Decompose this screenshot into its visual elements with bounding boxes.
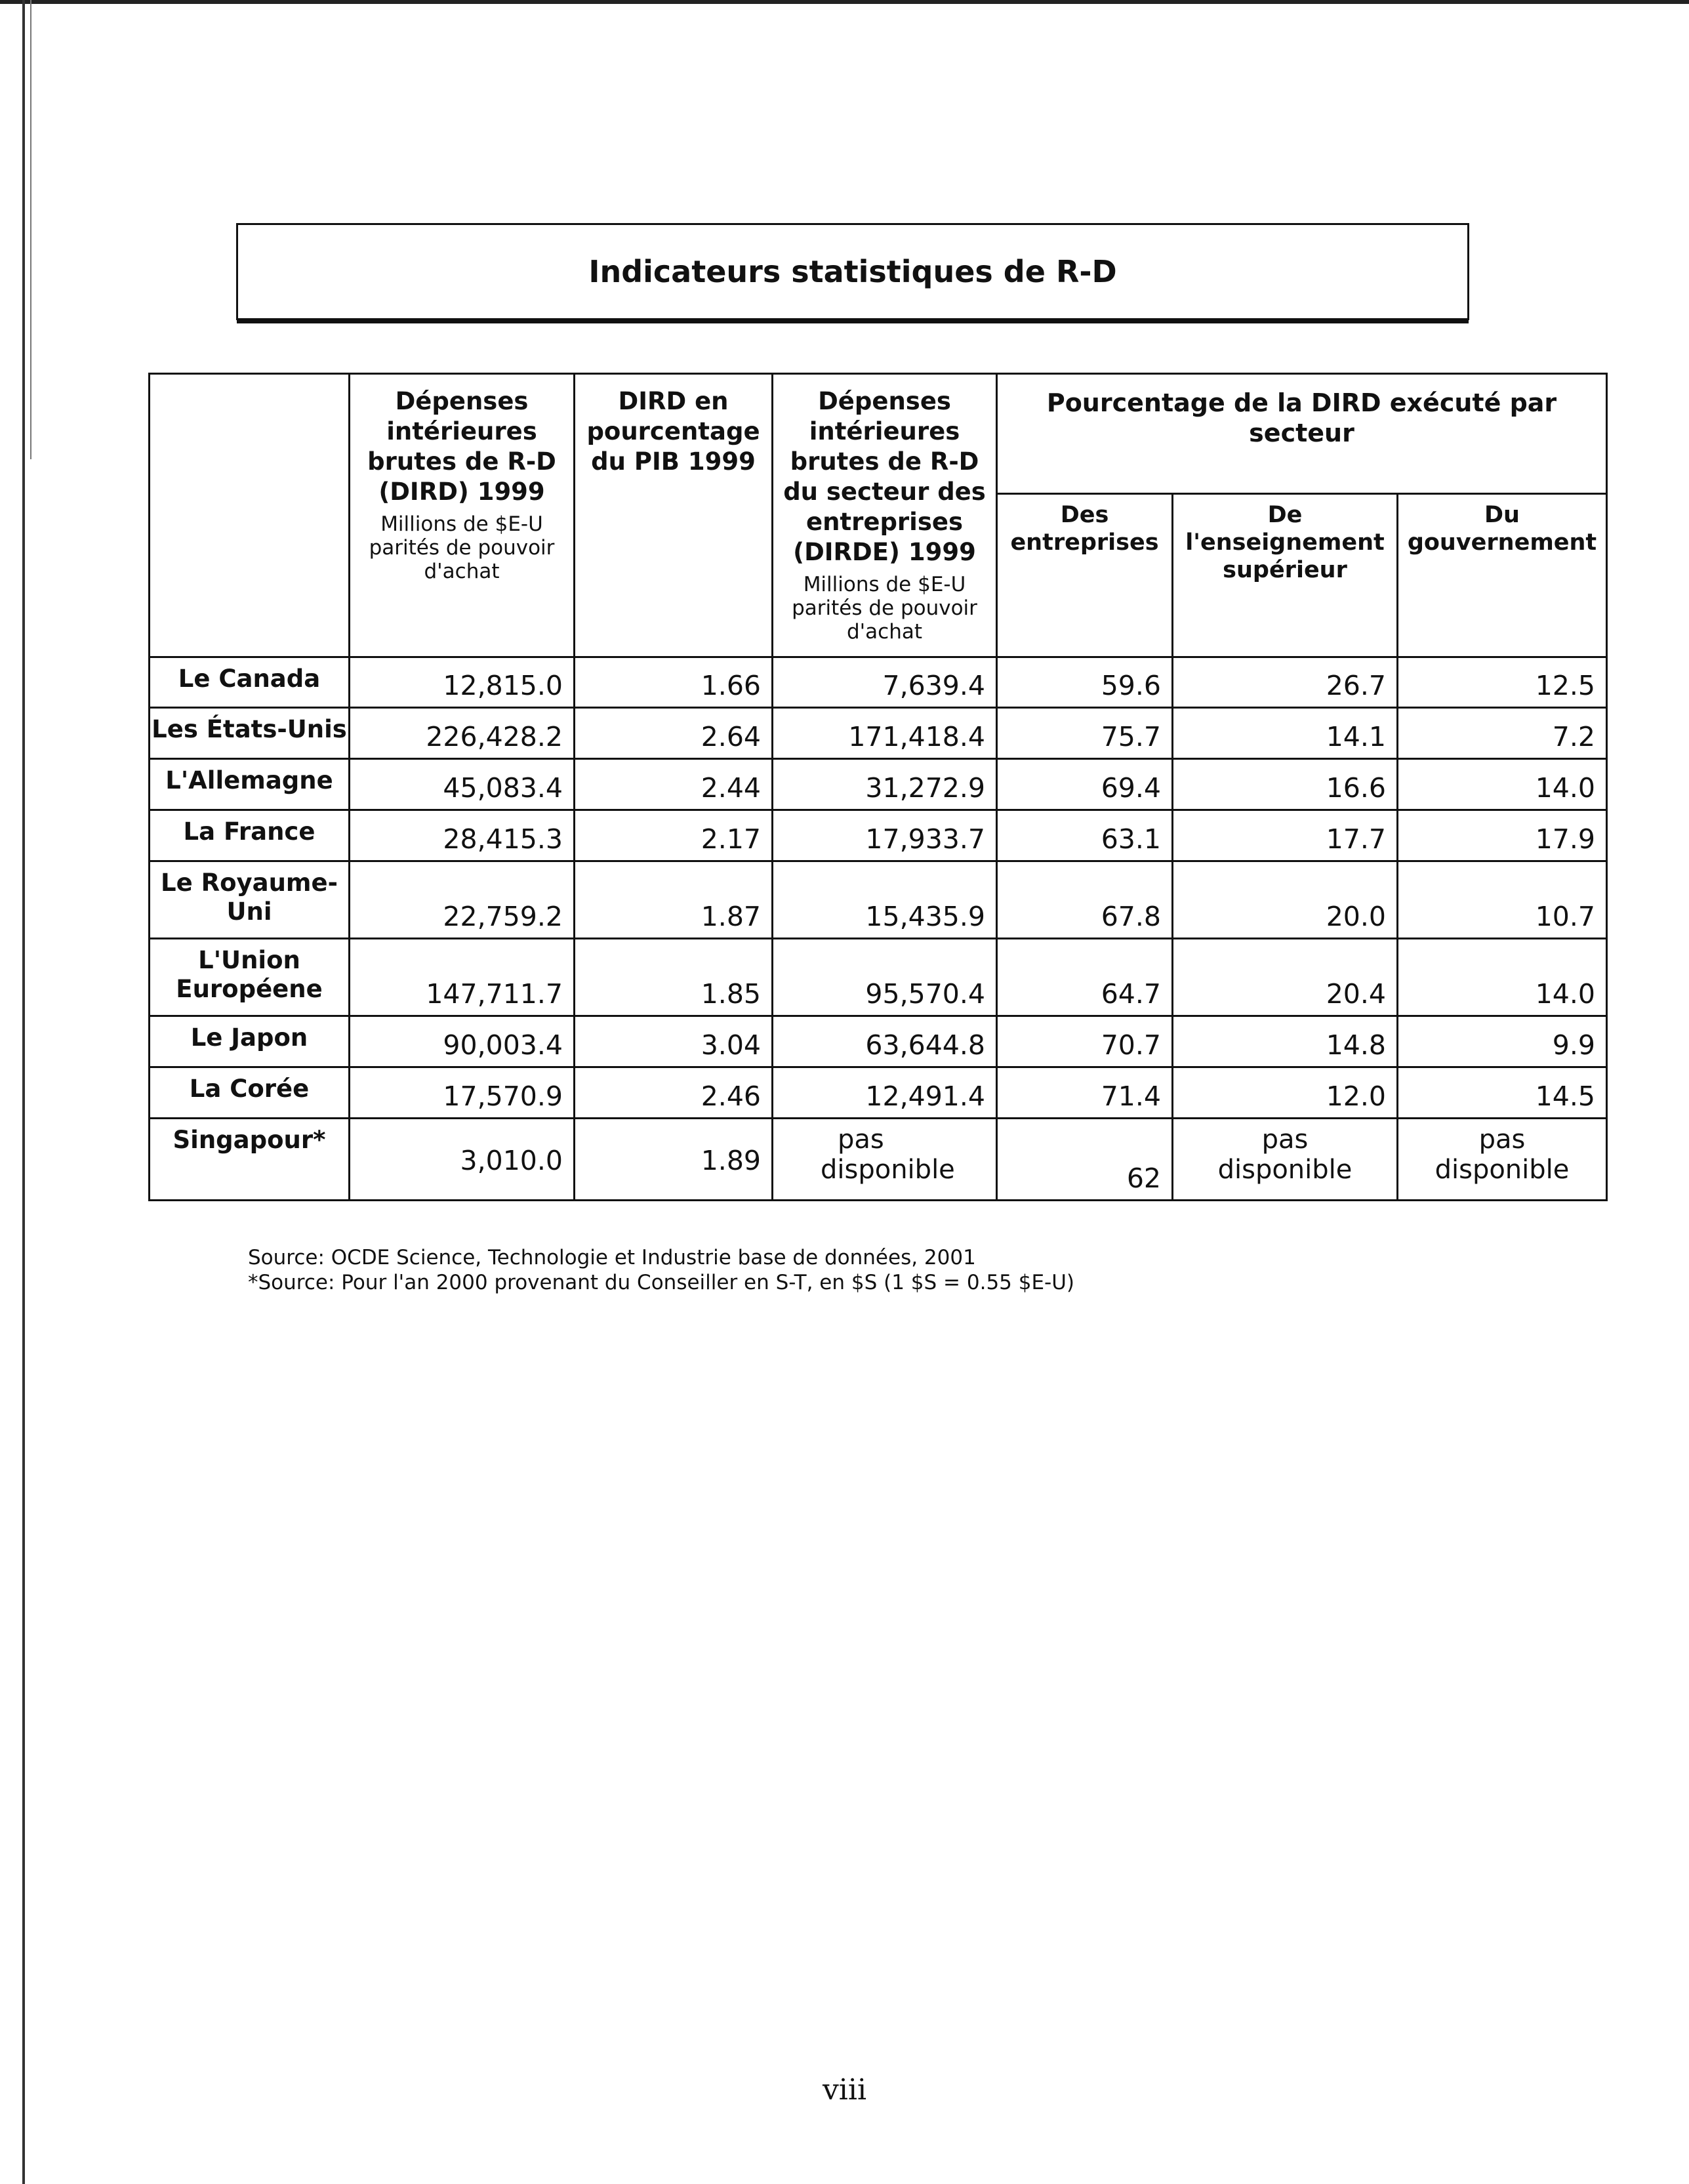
rd-indicators-table — [148, 373, 1608, 1201]
cell-pct-pib: 2.44 — [575, 759, 773, 810]
sources-note — [248, 1245, 1074, 1295]
cell-dird: 17,570.9 — [350, 1067, 575, 1119]
cell-dirde: 7,639.4 — [773, 657, 997, 708]
cell-dirde: 95,570.4 — [773, 939, 997, 1016]
cell-enseignement: 20.0 — [1173, 861, 1398, 939]
header-row-1 — [150, 374, 1607, 494]
row-label: Singapour* — [150, 1119, 350, 1201]
cell-dird: 22,759.2 — [350, 861, 575, 939]
header-sector-gouvernement: Du gouvernement — [1398, 494, 1607, 657]
cell-gouvernement: 14.0 — [1398, 939, 1607, 1016]
cell-pct-pib: 2.46 — [575, 1067, 773, 1119]
cell-dird: 147,711.7 — [350, 939, 575, 1016]
cell-entreprises: 64.7 — [997, 939, 1173, 1016]
title-box — [236, 223, 1469, 320]
cell-gouvernement: 9.9 — [1398, 1016, 1607, 1067]
table-row — [150, 1016, 1607, 1067]
cell-enseignement: 16.6 — [1173, 759, 1398, 810]
cell-enseignement: pas disponible — [1173, 1119, 1398, 1201]
scan-edge-left-secondary — [30, 0, 31, 459]
cell-enseignement: 12.0 — [1173, 1067, 1398, 1119]
table-row — [150, 657, 1607, 708]
header-sector-enseignement: De l'enseignement supérieur — [1173, 494, 1398, 657]
table-row — [150, 939, 1607, 1016]
cell-gouvernement: pas disponible — [1398, 1119, 1607, 1201]
cell-entreprises: 59.6 — [997, 657, 1173, 708]
cell-enseignement: 14.8 — [1173, 1016, 1398, 1067]
cell-dird: 90,003.4 — [350, 1016, 575, 1067]
cell-enseignement: 26.7 — [1173, 657, 1398, 708]
header-dird: Dépenses intérieures brutes de R-D (DIRD) 1999 Millions de $E-U parités de pouvoir d'achat — [350, 374, 575, 657]
page-number: viii — [822, 2073, 867, 2107]
table-row — [150, 861, 1607, 939]
header-dird-pct-pib: DIRD en pourcentage du PIB 1999 — [575, 374, 773, 657]
header-dird-unit: Millions de $E-U parités de pouvoir d'achat — [369, 512, 555, 583]
header-dirde: Dépenses intérieures brutes de R-D du secteur des entreprises (DIRDE) 1999 Millions de $E-U parités de pouvoir d'achat — [773, 374, 997, 657]
row-label: Le Japon — [150, 1016, 350, 1067]
cell-pct-pib: 1.89 — [575, 1119, 773, 1201]
cell-dird: 28,415.3 — [350, 810, 575, 861]
cell-pct-pib: 1.87 — [575, 861, 773, 939]
cell-pct-pib: 2.17 — [575, 810, 773, 861]
cell-gouvernement: 12.5 — [1398, 657, 1607, 708]
cell-dirde: 15,435.9 — [773, 861, 997, 939]
header-sector-group: Pourcentage de la DIRD exécuté par secteur — [997, 374, 1607, 494]
row-label: Le Royaume- Uni — [150, 861, 350, 939]
cell-dird: 3,010.0 — [350, 1119, 575, 1201]
cell-entreprises: 63.1 — [997, 810, 1173, 861]
cell-dirde: 12,491.4 — [773, 1067, 997, 1119]
row-label: La France — [150, 810, 350, 861]
scan-edge-top — [0, 0, 1689, 4]
cell-gouvernement: 14.5 — [1398, 1067, 1607, 1119]
row-label: L'Allemagne — [150, 759, 350, 810]
cell-pct-pib: 1.85 — [575, 939, 773, 1016]
cell-enseignement: 14.1 — [1173, 708, 1398, 759]
table-row — [150, 759, 1607, 810]
cell-dirde: 63,644.8 — [773, 1016, 997, 1067]
header-sector-entreprises: Des entreprises — [997, 494, 1173, 657]
cell-entreprises: 62 — [997, 1119, 1173, 1201]
cell-dirde: pas disponible — [773, 1119, 997, 1201]
cell-gouvernement: 14.0 — [1398, 759, 1607, 810]
cell-enseignement: 17.7 — [1173, 810, 1398, 861]
cell-pct-pib: 3.04 — [575, 1016, 773, 1067]
cell-entreprises: 75.7 — [997, 708, 1173, 759]
cell-dird: 226,428.2 — [350, 708, 575, 759]
source-line: Source: OCDE Science, Technologie et Industrie base de données, 2001 — [248, 1246, 976, 1269]
row-label: La Corée — [150, 1067, 350, 1119]
cell-entreprises: 70.7 — [997, 1016, 1173, 1067]
cell-dird: 12,815.0 — [350, 657, 575, 708]
cell-dirde: 31,272.9 — [773, 759, 997, 810]
cell-enseignement: 20.4 — [1173, 939, 1398, 1016]
cell-pct-pib: 2.64 — [575, 708, 773, 759]
cell-dirde: 17,933.7 — [773, 810, 997, 861]
table-row — [150, 810, 1607, 861]
row-label: Le Canada — [150, 657, 350, 708]
page-title: Indicateurs statistiques de R-D — [588, 254, 1117, 289]
source-line: *Source: Pour l'an 2000 provenant du Conseiller en S-T, en $S (1 $S = 0.55 $E-U) — [248, 1271, 1075, 1294]
row-label: L'Union Européene — [150, 939, 350, 1016]
cell-pct-pib: 1.66 — [575, 657, 773, 708]
cell-dird: 45,083.4 — [350, 759, 575, 810]
table-row — [150, 1119, 1607, 1201]
cell-entreprises: 71.4 — [997, 1067, 1173, 1119]
header-empty-cell — [150, 374, 350, 657]
cell-entreprises: 67.8 — [997, 861, 1173, 939]
cell-gouvernement: 17.9 — [1398, 810, 1607, 861]
cell-dirde: 171,418.4 — [773, 708, 997, 759]
header-dirde-unit: Millions de $E-U parités de pouvoir d'achat — [792, 573, 977, 644]
row-label: Les États-Unis — [150, 708, 350, 759]
cell-gouvernement: 10.7 — [1398, 861, 1607, 939]
cell-gouvernement: 7.2 — [1398, 708, 1607, 759]
cell-entreprises: 69.4 — [997, 759, 1173, 810]
table-row — [150, 708, 1607, 759]
table-row — [150, 1067, 1607, 1119]
scan-edge-left — [22, 0, 25, 2184]
